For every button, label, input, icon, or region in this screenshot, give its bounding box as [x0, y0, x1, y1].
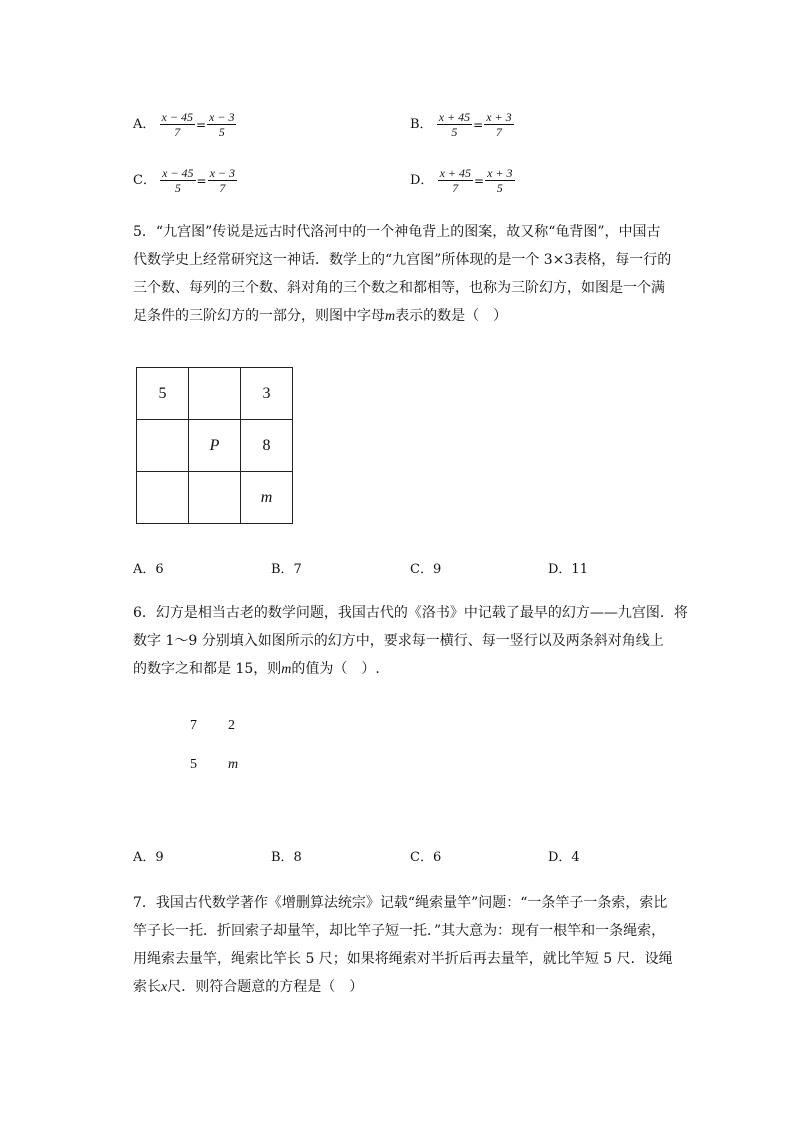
fraction: $\frac{x - 45}{7}$: [161, 110, 193, 139]
grid-cell: 5: [137, 368, 189, 420]
magic-square-grid: [136, 367, 293, 524]
q4-option-d[interactable]: D． $\frac{x + 45}{7}$ = $\frac{x + 3}{5}$: [410, 166, 513, 195]
q6-option-a[interactable]: A．9: [133, 850, 164, 865]
q5-option-d[interactable]: D．11: [548, 562, 588, 577]
fraction: $\frac{x - 45}{5}$: [162, 166, 194, 195]
q6-option-c[interactable]: C．6: [410, 850, 442, 865]
q4-option-b[interactable]: B． $\frac{x + 45}{5}$ = $\frac{x + 3}{7}$: [410, 110, 512, 139]
grid-cell: 3: [241, 368, 293, 420]
grid-cell: [189, 472, 241, 524]
q6-option-b[interactable]: B．8: [271, 850, 302, 865]
square-value: 2: [228, 718, 235, 733]
q5-option-c[interactable]: C．9: [410, 562, 442, 577]
fraction: $\frac{x + 3}{5}$: [487, 166, 513, 195]
q6-option-d[interactable]: D．4: [548, 850, 580, 865]
fraction: $\frac{x + 45}{5}$: [438, 110, 471, 139]
q5-option-a[interactable]: A．6: [133, 562, 164, 577]
fraction: $\frac{x + 45}{7}$: [439, 166, 472, 195]
q4-option-c[interactable]: C． $\frac{x - 45}{5}$ = $\frac{x - 3}{7}$: [133, 166, 236, 195]
grid-cell: [137, 472, 189, 524]
square-value: 5: [190, 757, 197, 772]
q7-stem: 7．我国古代数学著作《增删算法统宗》记载“绳索量竿”问题：“一条竿子一条索，索比 竿子长一托．折回索子却量竿，却比竿子短一托．”其大意为：现有一根竿和一条绳索， 用绳索去量竿，绳索比竿长 5 尺；如果将绳索对半折后再去量竿，就比竿短 5 尺．设绳 索长x尺．则符合题意的方程是（ ）: [133, 895, 673, 995]
square-value: 7: [190, 718, 197, 733]
q5-stem: 5．“九宫图”传说是远古时代洛河中的一个神龟背上的图案，故又称“龟背图”，中国古 代数学史上经常研究这一神话．数学上的“九宫图”所体现的是一个 3×3表格，每一行的 三个数、每列的三个数、斜对角的三个数之和都相等，也称为三阶幻方，如图是一个满 足条件的三阶幻方的一部分，则图中字母m表示的数是（ ）: [133, 224, 672, 324]
q6-stem: 6．幻方是相当古老的数学问题，我国古代的《洛书》中记载了最早的幻方——九宫图．将 数字 1～9 分别填入如图所示的幻方中，要求每一横行、每一竖行以及两条斜对角线上 的数字之和都是 15，则m的值为（ ）.: [133, 605, 688, 677]
grid-cell: 8: [241, 420, 293, 472]
grid-cell: [189, 368, 241, 420]
grid-cell: [137, 420, 189, 472]
fraction: $\frac{x - 3}{7}$: [209, 166, 236, 195]
q4-option-a[interactable]: A． $\frac{x - 45}{7}$ = $\frac{x - 3}{5}$: [133, 110, 235, 139]
grid-cell: m: [241, 472, 293, 524]
fraction: $\frac{x + 3}{7}$: [486, 110, 512, 139]
fraction: $\frac{x - 3}{5}$: [209, 110, 235, 139]
grid-cell: P: [189, 420, 241, 472]
square-value: m: [228, 757, 239, 772]
q5-option-b[interactable]: B．7: [271, 562, 302, 577]
